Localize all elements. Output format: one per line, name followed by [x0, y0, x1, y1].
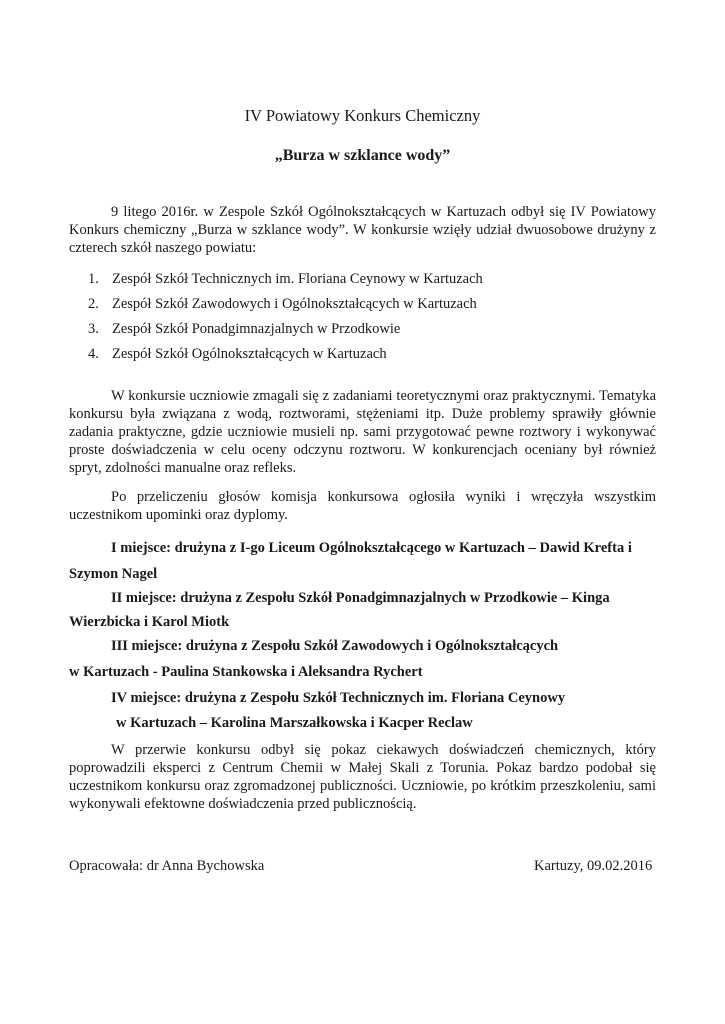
- competition-description-paragraph: W konkursie uczniowie zmagali się z zadaniami teoretycznymi oraz praktycznymi. Tematyka konkursu była związana z wodą, roztworami, stężeniami itp. Duże problemy sprawiły głównie zadania praktyczne, gdzie uczniowie musieli np. sami przygotować pewne roztwory i wykonywać proste doświadczenia w celu oceny odczynu roztworu. W konkurencjach oceniany był również spryt, zdolności manualne oraz refleks.: [69, 388, 656, 476]
- document-subtitle: „Burza w szklance wody”: [274, 147, 451, 164]
- first-place-line-2: Szymon Nagel: [69, 566, 158, 582]
- results-intro-paragraph: Po przeliczeniu głosów komisja konkursowa ogłosiła wyniki i wręczyła wszystkim uczestnikom upominki oraz dyplomy.: [69, 489, 656, 523]
- list-item: [88, 345, 483, 370]
- list-item-number: 2.: [88, 296, 99, 312]
- author-credit: Opracowała: dr Anna Bychowska: [69, 858, 265, 874]
- list-item-text: Zespół Szkół Ponadgimnazjalnych w Przodkowie: [112, 321, 401, 337]
- schools-list: [88, 270, 483, 370]
- list-item-number: 1.: [88, 271, 99, 287]
- list-item-text: Zespół Szkół Ogólnokształcących w Kartuzach: [112, 346, 387, 362]
- list-item-text: Zespół Szkół Technicznych im. Floriana Ceynowy w Kartuzach: [112, 271, 483, 287]
- fourth-place-line-1: IV miejsce: drużyna z Zespołu Szkół Technicznych im. Floriana Ceynowy: [111, 690, 566, 706]
- second-place-line-2: Wierzbicka i Karol Miotk: [69, 614, 230, 630]
- third-place-line-2: w Kartuzach - Paulina Stankowska i Aleksandra Rychert: [69, 664, 423, 680]
- intro-paragraph: 9 litego 2016r. w Zespole Szkół Ogólnokształcących w Kartuzach odbył się IV Powiatowy Konkurs chemiczny „Burza w szklance wody”. W konkursie wzięły udział dwuosobowe drużyny z czterech szkół naszego powiatu:: [69, 204, 656, 256]
- list-item-number: 4.: [88, 346, 99, 362]
- list-item: [88, 270, 483, 295]
- second-place-line-1: II miejsce: drużyna z Zespołu Szkół Ponadgimnazjalnych w Przodkowie – Kinga: [111, 590, 610, 606]
- list-item-number: 3.: [88, 321, 99, 337]
- list-item: [88, 320, 483, 345]
- place-and-date: Kartuzy, 09.02.2016: [534, 858, 653, 874]
- list-item-text: Zespół Szkół Zawodowych i Ogólnokształcących w Kartuzach: [112, 296, 477, 312]
- demonstration-paragraph: W przerwie konkursu odbył się pokaz ciekawych doświadczeń chemicznych, który poprowadzili eksperci z Centrum Chemii w Małej Skali z Torunia. Pokaz bardzo podobał się uczestnikom konkursu oraz zgromadzonej publiczności. Uczniowie, po krótkim przeszkoleniu, sami wykonywali efektowne doświadczenia przed publicznością.: [69, 742, 656, 812]
- document-title: IV Powiatowy Konkurs Chemiczny: [244, 106, 481, 125]
- fourth-place-line-2: w Kartuzach – Karolina Marszałkowska i Kacper Reclaw: [116, 715, 473, 731]
- first-place-line-1: I miejsce: drużyna z I-go Liceum Ogólnokształcącego w Kartuzach – Dawid Krefta i: [111, 540, 632, 556]
- third-place-line-1: III miejsce: drużyna z Zespołu Szkół Zawodowych i Ogólnokształcących: [111, 638, 559, 654]
- list-item: [88, 295, 483, 320]
